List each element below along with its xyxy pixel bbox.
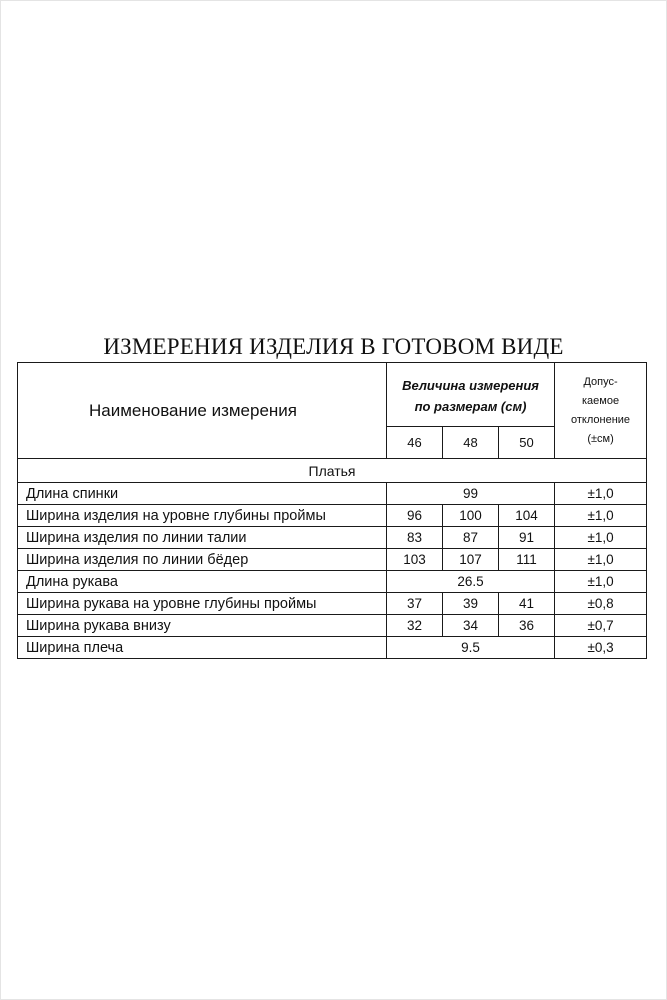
header-measurement-name: Наименование измерения: [18, 363, 387, 459]
row-value: 103: [387, 549, 443, 571]
table-row: [18, 637, 647, 659]
row-tolerance: ±0,3: [555, 637, 647, 659]
header-measurement-value: [387, 363, 555, 427]
row-tolerance: ±1,0: [555, 527, 647, 549]
size-header: 50: [499, 427, 555, 459]
row-value: 91: [499, 527, 555, 549]
row-tolerance: ±0,8: [555, 593, 647, 615]
row-value: 34: [443, 615, 499, 637]
row-value: 36: [499, 615, 555, 637]
page-title: ИЗМЕРЕНИЯ ИЗДЕЛИЯ В ГОТОВОМ ВИДЕ: [103, 334, 564, 359]
table-row: [18, 505, 647, 527]
header-row: [18, 363, 647, 427]
table-row: [18, 549, 647, 571]
row-name: Ширина изделия по линии талии: [18, 527, 387, 549]
header-tol-line1: Допус-: [583, 375, 618, 388]
section-label: Платья: [18, 459, 647, 483]
row-value: 111: [499, 549, 555, 571]
row-tolerance: ±0,7: [555, 615, 647, 637]
row-name: Длина рукава: [18, 571, 387, 593]
row-value-merged: 99: [387, 483, 555, 505]
header-value-line2: по размерам (см): [414, 398, 527, 414]
row-value: 39: [443, 593, 499, 615]
row-value: 41: [499, 593, 555, 615]
row-value: 32: [387, 615, 443, 637]
header-tol-line3: отклонение: [571, 413, 631, 426]
row-value: 83: [387, 527, 443, 549]
size-header: 46: [387, 427, 443, 459]
row-name: Ширина изделия на уровне глубины проймы: [18, 505, 387, 527]
row-name: Ширина рукава на уровне глубины проймы: [18, 593, 387, 615]
row-value: 96: [387, 505, 443, 527]
header-tolerance: [555, 363, 647, 459]
table-row: [18, 483, 647, 505]
row-value: 87: [443, 527, 499, 549]
row-name: Длина спинки: [18, 483, 387, 505]
row-tolerance: ±1,0: [555, 571, 647, 593]
row-value: 100: [443, 505, 499, 527]
table-row: [18, 527, 647, 549]
header-tol-line4: (±см): [587, 432, 614, 445]
row-value: 107: [443, 549, 499, 571]
row-tolerance: ±1,0: [555, 483, 647, 505]
table-row: [18, 615, 647, 637]
row-value: 37: [387, 593, 443, 615]
row-tolerance: ±1,0: [555, 505, 647, 527]
table-row: [18, 593, 647, 615]
size-header: 48: [443, 427, 499, 459]
row-value-merged: 9.5: [387, 637, 555, 659]
table-row: [18, 571, 647, 593]
section-row: [18, 459, 647, 483]
row-name: Ширина изделия по линии бёдер: [18, 549, 387, 571]
measurements-table: [17, 362, 647, 659]
header-tol-line2: каемое: [581, 394, 620, 407]
row-name: Ширина рукава внизу: [18, 615, 387, 637]
header-value-line1: Величина измерения: [402, 377, 539, 393]
row-tolerance: ±1,0: [555, 549, 647, 571]
row-value: 104: [499, 505, 555, 527]
row-name: Ширина плеча: [18, 637, 387, 659]
row-value-merged: 26.5: [387, 571, 555, 593]
